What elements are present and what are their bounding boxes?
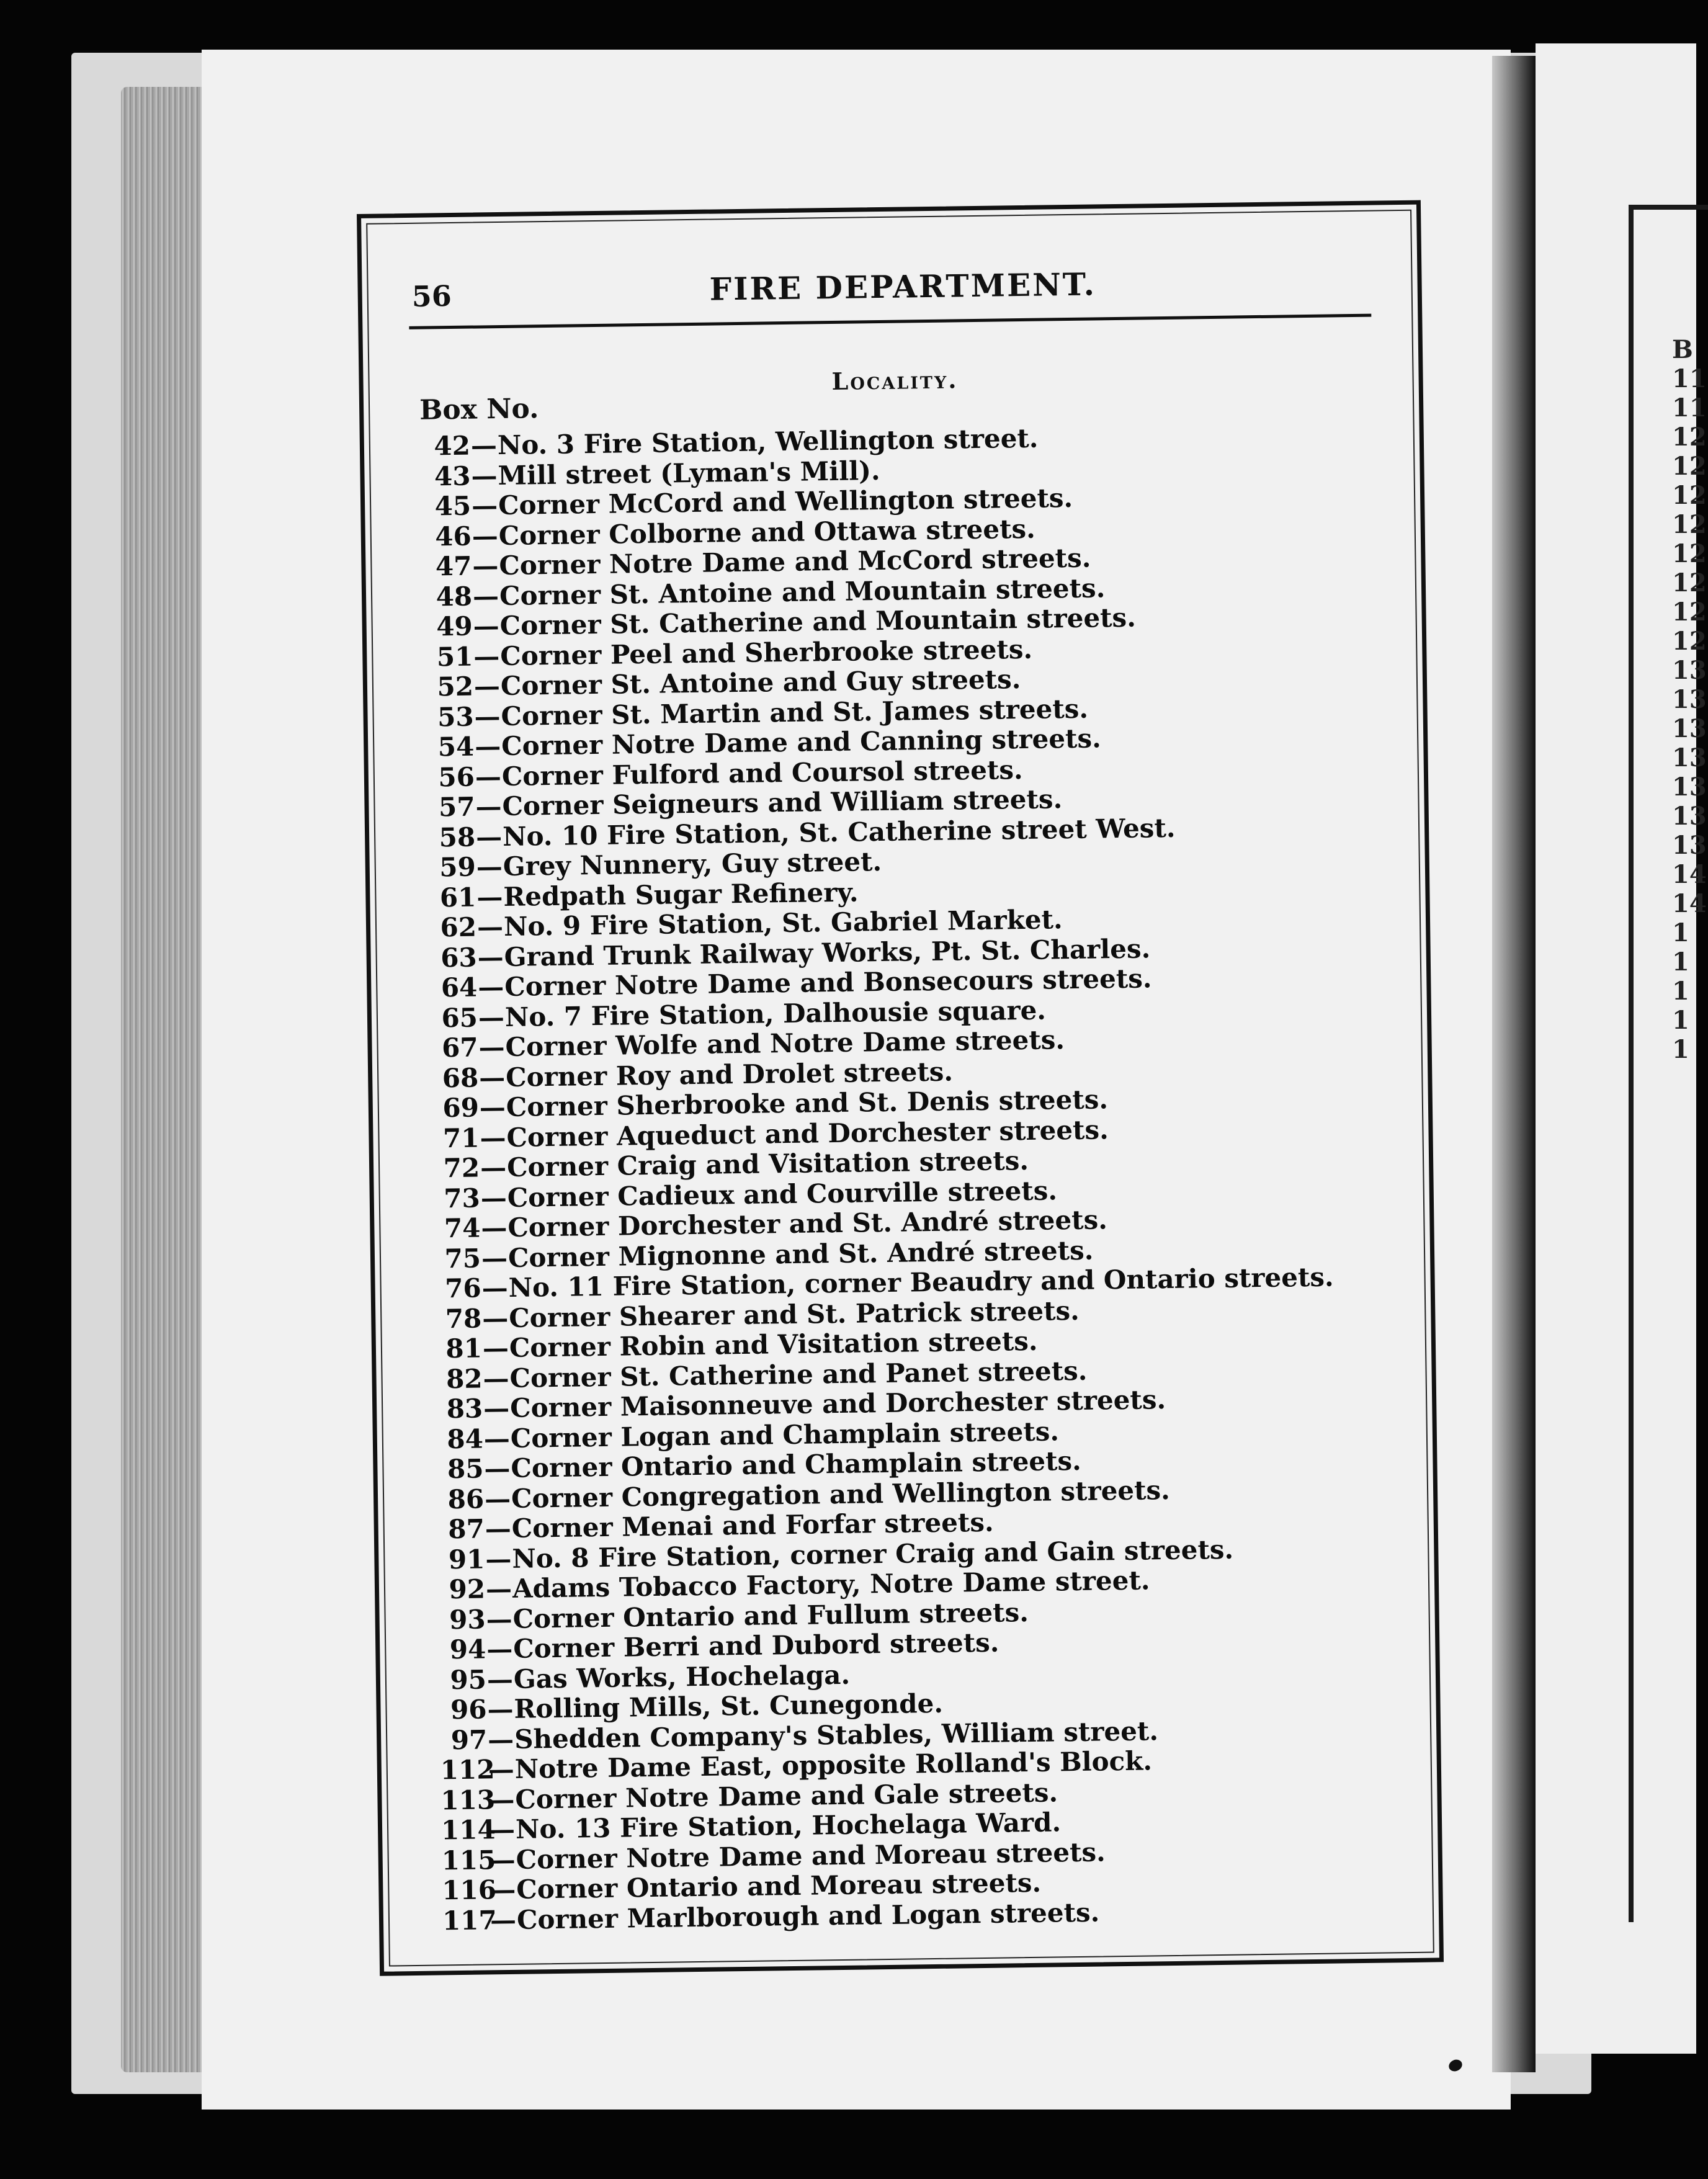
box-number: 91 (448, 1543, 485, 1575)
dash-separator: — (486, 1603, 512, 1634)
dash-separator: — (476, 851, 503, 882)
locality-text: No. 8 Fire Station, corner Craig and Gain streets. (512, 1534, 1234, 1574)
dash-separator: — (473, 640, 500, 672)
right-page-fragment-line: 1 (1672, 1006, 1689, 1035)
column-heading-locality: Locality. (831, 365, 959, 395)
box-number: 42 (434, 430, 471, 462)
locality-text: Corner Ontario and Champlain streets. (511, 1445, 1082, 1483)
locality-text: Corner Mignonne and St. André streets. (507, 1235, 1094, 1273)
box-number: 57 (438, 791, 475, 823)
box-number: 64 (440, 972, 478, 1003)
right-page-fragment-line: B (1672, 335, 1693, 364)
box-number: 116 (442, 1874, 497, 1906)
dash-separator: — (481, 1272, 508, 1304)
locality-text: Corner Notre Dame and Gale streets. (515, 1776, 1058, 1815)
box-number: 97 (450, 1724, 488, 1755)
dash-separator: — (474, 700, 501, 732)
locality-text: Corner St. Martin and St. James streets. (501, 693, 1089, 732)
right-page-fragment-line: 12 (1672, 510, 1707, 539)
dash-separator: — (470, 430, 498, 461)
dash-separator: — (484, 1483, 511, 1514)
right-page-fragment-line: 1 (1672, 977, 1689, 1006)
locality-text: Corner Notre Dame and Bonsecours streets. (504, 963, 1152, 1002)
locality-text: Corner Berri and Dubord streets. (512, 1627, 999, 1664)
box-number: 93 (449, 1603, 486, 1635)
box-number: 62 (440, 911, 477, 943)
dash-separator: — (482, 1332, 509, 1364)
right-page-fragment-line: 12 (1672, 597, 1707, 627)
locality-text: Corner Cadieux and Courville streets. (507, 1175, 1058, 1213)
dash-separator: — (484, 1452, 511, 1484)
right-page-fragment-line: 13 (1672, 831, 1707, 860)
box-number: 71 (442, 1122, 480, 1153)
box-number: 114 (440, 1814, 496, 1846)
book-gutter (1492, 56, 1536, 2072)
locality-text: Corner Shearer and St. Patrick streets. (508, 1295, 1080, 1333)
fire-alarm-box-list (423, 419, 1421, 1936)
locality-text: Corner Seigneurs and William streets. (502, 784, 1063, 822)
box-number: 65 (441, 1002, 478, 1033)
box-number: 59 (439, 851, 476, 883)
right-page-fragment (1672, 335, 1707, 1064)
locality-text: Corner Wolfe and Notre Dame streets. (505, 1024, 1065, 1062)
box-number: 112 (440, 1754, 495, 1786)
box-number: 115 (441, 1844, 496, 1876)
right-page-fragment-line: 14 (1672, 860, 1707, 889)
locality-text: Corner St. Catherine and Mountain streets. (499, 602, 1137, 642)
box-number: 67 (441, 1032, 478, 1063)
dash-separator: — (477, 941, 504, 973)
dash-separator: — (473, 671, 501, 702)
locality-text: Corner Logan and Champlain streets. (510, 1415, 1060, 1454)
dash-separator: — (486, 1663, 514, 1694)
dash-separator: — (485, 1573, 512, 1604)
locality-text: No. 11 Fire Station, corner Beaudry and Ontario streets. (508, 1261, 1334, 1303)
box-number: 46 (435, 521, 472, 552)
locality-text: Mill street (Lyman's Mill). (498, 455, 880, 491)
box-number: 56 (438, 761, 475, 792)
locality-text: Corner Marlborough and Logan streets. (516, 1897, 1100, 1935)
box-number: 63 (440, 942, 478, 973)
right-page-fragment-line: 11 (1672, 393, 1707, 423)
locality-text: Adams Tobacco Factory, Notre Dame street. (512, 1565, 1150, 1604)
right-page-fragment-line: 13 (1672, 772, 1707, 802)
page-frame (357, 200, 1444, 1976)
box-number: 54 (437, 731, 475, 763)
dash-separator: — (476, 911, 504, 942)
locality-text: No. 9 Fire Station, St. Gabriel Market. (503, 904, 1063, 942)
box-number: 81 (445, 1333, 483, 1364)
right-page-fragment-line: 13 (1672, 743, 1707, 772)
locality-text: Corner Dorchester and St. André streets. (507, 1204, 1108, 1243)
locality-text: No. 10 Fire Station, St. Catherine street West. (502, 812, 1176, 852)
box-number: 83 (446, 1393, 483, 1425)
locality-text: Corner Ontario and Moreau streets. (516, 1867, 1042, 1905)
locality-text: Corner Notre Dame and Moreau streets. (516, 1836, 1106, 1875)
right-page-fragment-line: 13 (1672, 802, 1707, 831)
locality-text: Corner Notre Dame and Canning streets. (501, 723, 1101, 762)
page-edges (121, 87, 208, 2072)
box-number: 68 (442, 1062, 479, 1093)
box-number: 94 (449, 1634, 486, 1665)
dash-separator: — (472, 550, 499, 581)
dash-separator: — (471, 490, 498, 521)
right-page-fragment-line: 12 (1672, 423, 1707, 452)
box-number: 82 (445, 1363, 483, 1394)
box-number: 84 (447, 1423, 484, 1454)
dash-separator: — (473, 611, 500, 642)
locality-text: Corner Sherbrooke and St. Denis streets. (506, 1084, 1109, 1122)
dash-separator: — (490, 1904, 517, 1935)
box-number: 87 (447, 1513, 485, 1545)
right-page-fragment-line: 14 (1672, 889, 1707, 918)
right-page-fragment-line: 1 (1672, 918, 1689, 947)
box-number: 51 (436, 641, 473, 672)
locality-text: Corner Ontario and Fullum streets. (512, 1596, 1029, 1634)
box-number: 58 (439, 821, 476, 852)
dash-separator: — (485, 1543, 512, 1574)
locality-text: Corner St. Antoine and Mountain streets. (499, 572, 1106, 611)
box-number: 78 (445, 1303, 482, 1334)
page-number: 56 (411, 279, 452, 313)
box-number: 52 (437, 671, 474, 702)
dash-separator: — (488, 1814, 516, 1845)
locality-text: Grand Trunk Railway Works, Pt. St. Charles. (504, 933, 1151, 972)
locality-text: Corner Roy and Drolet streets. (505, 1056, 954, 1093)
dash-separator: — (487, 1724, 514, 1755)
locality-text: Shedden Company's Stables, William street. (514, 1715, 1159, 1755)
dash-separator: — (475, 821, 503, 852)
locality-text: No. 13 Fire Station, Hochelaga Ward. (515, 1807, 1062, 1845)
locality-text: Notre Dame East, opposite Rolland's Block. (514, 1745, 1153, 1784)
box-number: 48 (436, 581, 473, 612)
box-number: 69 (442, 1092, 480, 1124)
right-page-fragment-line: 13 (1672, 714, 1707, 743)
right-page-fragment-line: 1 (1672, 1035, 1689, 1064)
locality-text: Corner Maisonneuve and Dorchester streets. (509, 1384, 1166, 1423)
running-head: FIRE DEPARTMENT. (709, 266, 1097, 308)
right-page-fragment-line: 13 (1672, 685, 1707, 714)
locality-text: Corner Colborne and Ottawa streets. (498, 513, 1036, 551)
locality-text: Corner Fulford and Coursol streets. (501, 754, 1023, 792)
box-number: 96 (450, 1694, 487, 1725)
box-number: 74 (444, 1212, 481, 1244)
box-number: 85 (447, 1453, 484, 1485)
box-number: 73 (444, 1183, 481, 1214)
right-page-fragment-line: 12 (1672, 539, 1707, 568)
dash-separator: — (478, 1031, 505, 1063)
dash-separator: — (481, 1242, 508, 1274)
locality-text: Gas Works, Hochelaga. (513, 1659, 851, 1694)
locality-text: No. 3 Fire Station, Wellington street. (497, 423, 1039, 461)
locality-text: Rolling Mills, St. Cunegonde. (514, 1688, 944, 1724)
right-page-fragment-line: 13 (1672, 656, 1707, 685)
locality-text: Corner St. Catherine and Panet streets. (509, 1355, 1088, 1394)
box-number: 117 (442, 1904, 497, 1936)
box-number: 86 (447, 1483, 485, 1515)
dash-separator: — (475, 791, 502, 822)
box-number: 43 (434, 460, 471, 491)
locality-text: Corner Aqueduct and Dorchester streets. (506, 1114, 1109, 1153)
dash-separator: — (472, 520, 499, 552)
dash-separator: — (480, 1152, 507, 1183)
right-page-fragment-line: 12 (1672, 452, 1707, 481)
right-page-fragment-line: 12 (1672, 481, 1707, 510)
locality-text: Corner Congregation and Wellington streets. (511, 1474, 1171, 1514)
box-number: 61 (439, 882, 476, 913)
dash-separator: — (481, 1212, 507, 1243)
dash-separator: — (474, 731, 501, 762)
dash-separator: — (478, 1062, 506, 1093)
dash-separator: — (476, 881, 503, 913)
right-page-fragment-line: 12 (1672, 568, 1707, 597)
dash-separator: — (478, 1001, 505, 1033)
locality-text: Corner McCord and Wellington streets. (498, 482, 1073, 521)
dash-separator: — (480, 1122, 506, 1153)
dash-separator: — (480, 1182, 507, 1214)
box-number: 47 (435, 550, 472, 582)
dash-separator: — (475, 761, 502, 792)
dash-separator: — (488, 1784, 515, 1815)
dash-separator: — (481, 1302, 509, 1334)
locality-text: Grey Nunnery, Guy street. (503, 846, 882, 882)
box-number: 45 (434, 490, 472, 522)
locality-text: Corner Robin and Visitation streets. (509, 1325, 1038, 1363)
box-number: 113 (440, 1784, 496, 1815)
dash-separator: — (483, 1423, 511, 1454)
box-number: 53 (437, 701, 474, 732)
dash-separator: — (487, 1693, 514, 1725)
dash-separator: — (478, 972, 504, 1003)
right-page-fragment-line: 11 (1672, 364, 1707, 393)
dash-separator: — (489, 1844, 516, 1875)
dash-separator: — (490, 1874, 516, 1905)
locality-text: No. 7 Fire Station, Dalhousie square. (504, 995, 1047, 1032)
box-number: 72 (443, 1152, 480, 1184)
dash-separator: — (486, 1633, 513, 1665)
dash-separator: — (472, 580, 499, 612)
locality-text: Corner Craig and Visitation streets. (506, 1145, 1029, 1183)
box-number: 75 (444, 1243, 481, 1274)
locality-text: Corner St. Antoine and Guy streets. (500, 664, 1021, 702)
box-number: 49 (436, 611, 473, 642)
dash-separator: — (488, 1753, 515, 1785)
locality-text: Redpath Sugar Refinery. (503, 877, 859, 912)
dash-separator: — (483, 1392, 510, 1424)
box-number: 92 (449, 1573, 486, 1605)
dash-separator: — (485, 1513, 512, 1544)
locality-text: Corner Peel and Sherbrooke streets. (500, 633, 1033, 671)
dash-separator: — (483, 1362, 509, 1394)
right-page-fragment-line: 12 (1672, 627, 1707, 656)
box-number: 76 (444, 1273, 481, 1304)
dash-separator: — (471, 460, 498, 491)
right-page-fragment-line: 1 (1672, 947, 1689, 977)
box-number: 95 (450, 1663, 487, 1695)
column-heading-box-no: Box No. (419, 393, 539, 426)
locality-text: Corner Menai and Forfar streets. (511, 1506, 994, 1544)
dash-separator: — (479, 1091, 506, 1123)
locality-text: Corner Notre Dame and McCord streets. (499, 542, 1091, 581)
